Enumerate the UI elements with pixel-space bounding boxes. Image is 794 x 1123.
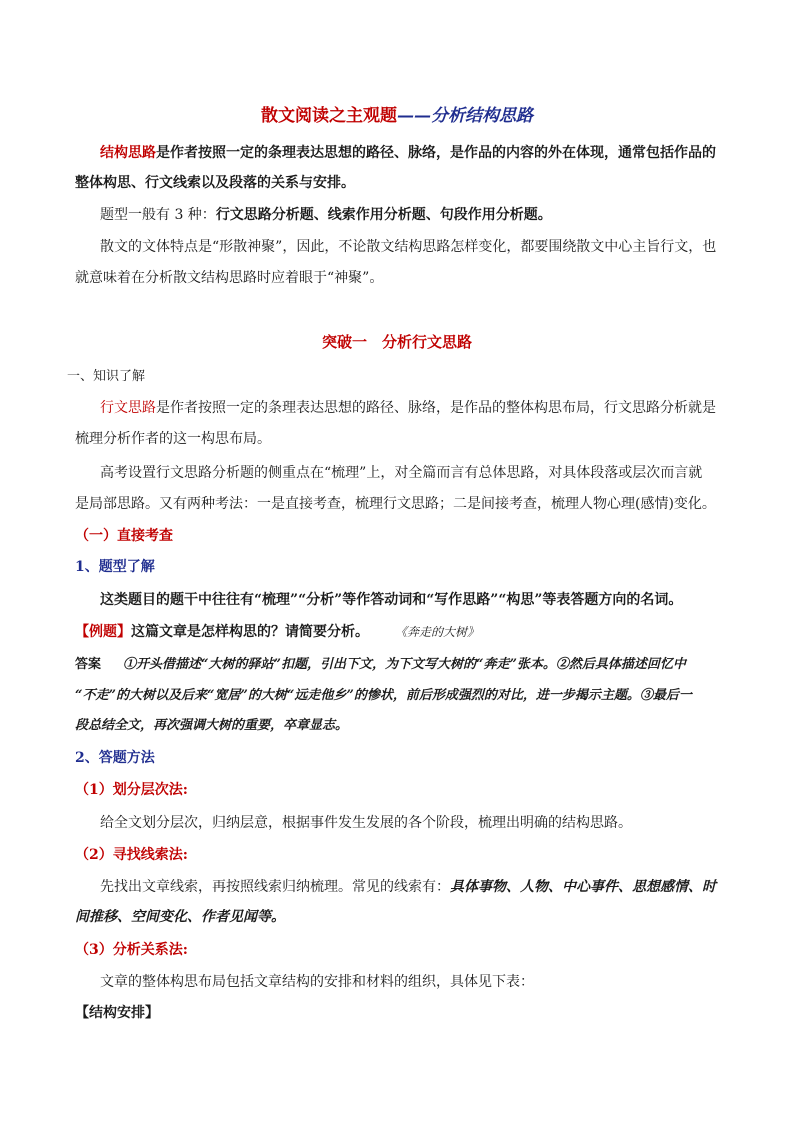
method-1-title: （1）划分层次法: bbox=[75, 782, 188, 798]
page-title bbox=[0, 103, 794, 129]
term-structure-thinking: 结构思路 bbox=[100, 145, 156, 161]
question-type-lead: 题型一般有 3 种： bbox=[100, 207, 216, 223]
answer-label: 答案 bbox=[75, 657, 102, 672]
structure-arrangement-label: 【结构安排】 bbox=[75, 1005, 159, 1021]
intro-paragraph-2 bbox=[100, 205, 552, 225]
method-2-clues: 具体事物、人物、中心事件、思想感情、时 bbox=[450, 879, 716, 895]
method-2-text-line2: 间推移、空间变化、作者见闻等。 bbox=[75, 909, 285, 925]
intro-p1-text: 是作者按照一定的条理表达思想的路径、脉络，是作品的内容的外在体现，通常包括作品的 bbox=[156, 145, 716, 161]
example-question: 这篇文章是怎样构思的？请简要分析。 bbox=[131, 624, 369, 640]
answer-method-heading: 2、答题方法 bbox=[75, 750, 155, 766]
example-line bbox=[75, 622, 479, 642]
knowledge-p1-text: 是作者按照一定的条理表达思想的路径、脉络，是作品的整体构思布局，行文思路分析就是 bbox=[156, 400, 716, 416]
subsection-knowledge: 一、知识了解 bbox=[67, 369, 146, 384]
question-type-list: 行文思路分析题、线索作用分析题、句段作用分析题。 bbox=[215, 207, 552, 223]
method-2-title: （2）寻找线索法: bbox=[75, 847, 188, 863]
knowledge-paragraph-1 bbox=[100, 398, 716, 418]
intro-paragraph-1-line2: 整体构思、行文线索以及段落的关系与安排。 bbox=[75, 175, 355, 191]
method-2-lead: 先找出文章线索，再按照线索归纳梳理。常见的线索有： bbox=[100, 879, 450, 895]
term-writing-thinking: 行文思路 bbox=[100, 400, 156, 416]
method-1-text: 给全文划分层次，归纳层意，根据事件发生发展的各个阶段，梳理出明确的结构思路。 bbox=[100, 815, 632, 831]
intro-paragraph-3: 散文的文体特点是“形散神聚”，因此，不论散文结构思路怎样变化，都要围绕散文中心主旨行文，也 bbox=[100, 239, 717, 255]
answer-text-1: ①开头借描述“大树的驿站”扣题，引出下文，为下文写大树的“奔走”张本。②然后具体描述回忆中 bbox=[123, 657, 686, 672]
intro-paragraph-3-line2: 就意味着在分析散文结构思路时应着眼于“神聚”。 bbox=[75, 270, 384, 286]
method-3-title: （3）分析关系法: bbox=[75, 942, 188, 958]
section-heading: 突破一 分析行文思路 bbox=[321, 333, 472, 351]
answer-line-3: 段总结全文，再次强调大树的重要，卒章显志。 bbox=[75, 718, 349, 733]
answer-line-1 bbox=[75, 655, 686, 675]
method-3-text: 文章的整体构思布局包括文章结构的安排和材料的组织，具体见下表： bbox=[100, 974, 534, 990]
question-type-heading: 1、题型了解 bbox=[75, 559, 155, 575]
knowledge-paragraph-2-line2: 是局部思路。又有两种考法：一是直接考查，梳理行文思路；二是间接考查，梳理人物心理(感情)变化。 bbox=[75, 496, 716, 512]
knowledge-paragraph-2: 高考设置行文思路分析题的侧重点在“梳理”上，对全篇而言有总体思路，对具体段落或层次而言就 bbox=[100, 465, 703, 481]
title-main: 散文阅读之主观题 bbox=[261, 106, 397, 126]
direct-exam-heading: （一）直接考查 bbox=[75, 528, 173, 544]
title-sub: ——分析结构思路 bbox=[397, 106, 533, 126]
intro-paragraph-1 bbox=[100, 143, 716, 163]
knowledge-paragraph-1-line2: 梳理分析作者的这一构思布局。 bbox=[75, 431, 271, 447]
answer-line-2: “不走”的大树以及后来“宽居”的大树“远走他乡”的惨状，前后形成强烈的对比，进一步揭示主题。③最后一 bbox=[75, 688, 692, 703]
question-type-description: 这类题目的题干中往往有“梳理”“分析”等作答动词和“写作思路”“构思”等表答题方向的名词。 bbox=[100, 592, 683, 608]
example-tag: 【例题】 bbox=[75, 624, 131, 640]
method-2-text bbox=[100, 877, 716, 897]
example-source: 《奔走的大树》 bbox=[401, 625, 480, 639]
